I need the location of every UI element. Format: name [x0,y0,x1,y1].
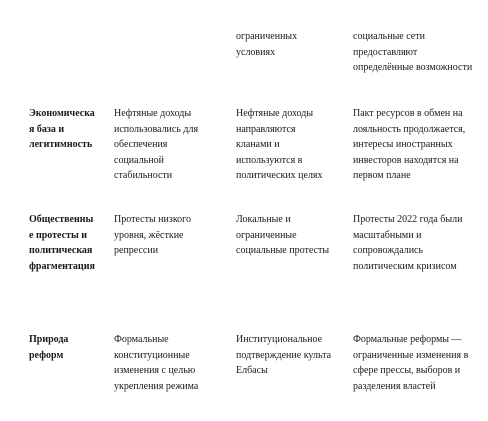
table-cell: социальные сети предоставляют определённые возможности [353,31,473,73]
row-header: Общественны е протесты и политическая фрагментация [29,214,95,272]
table-cell: Протесты 2022 года были масштабными и сопровождались политическим кризисом [353,214,463,272]
table-cell: ограниченных условиях [236,31,298,58]
table-cell: Формальные реформы — ограниченные изменения в сфере прессы, выборов и разделения властей [353,334,469,392]
table-cell: Институциональное подтверждение культа Елбасы [236,334,332,376]
table-cell: Протесты низкого уровня, жёсткие репрессии [114,214,192,256]
table-cell: Нефтяные доходы использовались для обеспечения социальной стабильности [114,108,199,181]
row-header: Экономическа я база и легитимность [29,108,95,150]
table-cell: Формальные конституционные изменения с целью укрепления режима [114,334,199,392]
table-cell: Локальные и ограниченные социальные протесты [236,214,330,256]
table-cell: Нефтяные доходы направляются кланами и используются в политических целях [236,108,323,181]
table-cell: Пакт ресурсов в обмен на лояльность продолжается, интересы иностранных инвесторов находятся на первом плане [353,108,466,181]
row-header: Природа реформ [29,334,69,361]
